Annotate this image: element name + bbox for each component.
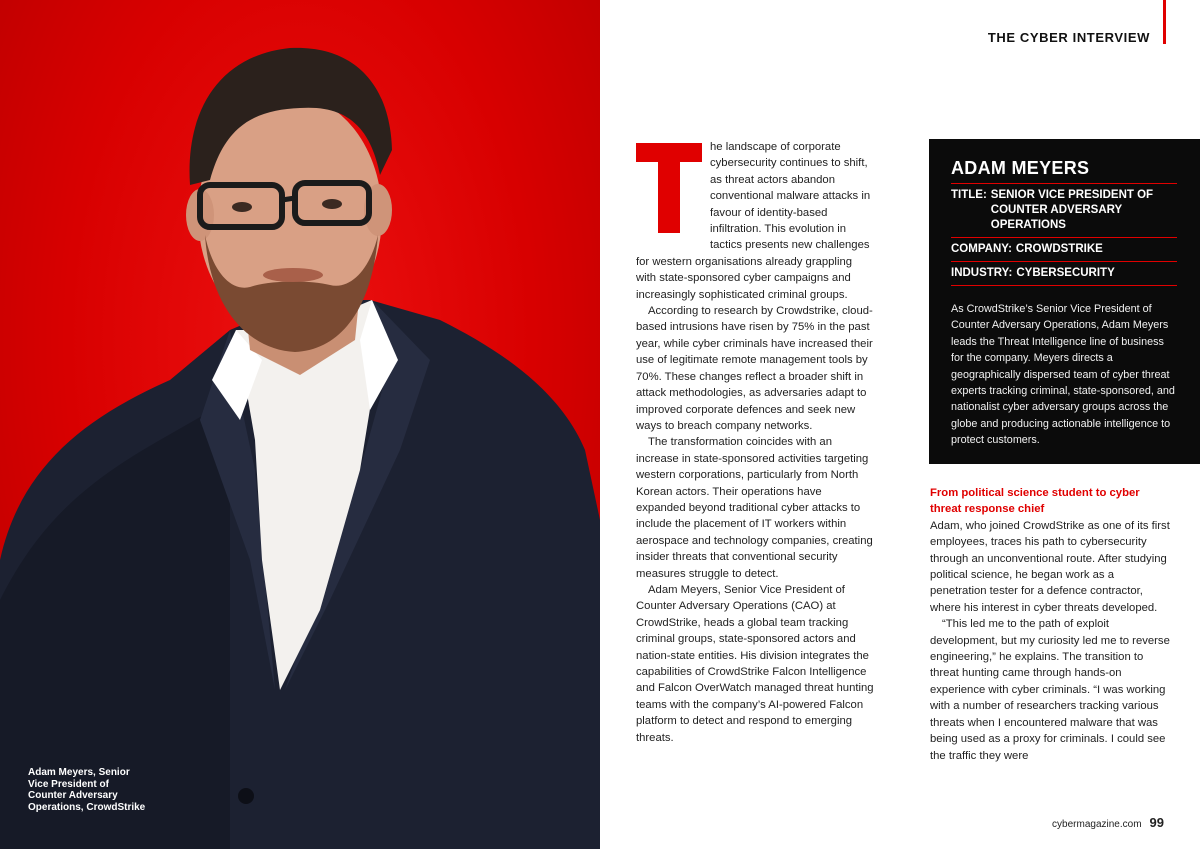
profile-company-value: CROWDSTRIKE <box>1015 243 1103 255</box>
photo-caption: Adam Meyers, Senior Vice President of Counter Adversary Operations, CrowdStrike <box>28 767 146 813</box>
drop-cap <box>636 143 710 239</box>
article-paragraph: “This led me to the path of exploit development, but my curiosity led me to reverse engineering,” he explains. The transition to threat hunting came through hands-on experience with cyber criminals. “I was working with a number of researchers tracking various threats when I encountered malware that was being used as a proxy for criminals. I could see the traffic they were <box>930 618 1170 762</box>
page-footer <box>1052 815 1164 830</box>
footer-site: cybermagazine.com <box>1052 819 1142 830</box>
section-heading: From political science student to cyber threat response chief <box>930 487 1140 516</box>
profile-industry-value: CYBERSECURITY <box>1016 267 1115 279</box>
article-paragraph: According to research by Crowdstrike, cloud-based intrusions have risen by 75% in the past year, while cyber criminals have increased their use of legitimate remote management tools by 70%. These changes reflect a broader shift in attack methodologies, as adversaries adapt to improved corporate defences and seek new ways to breach company networks. <box>636 305 873 432</box>
article-column-2 <box>930 485 1170 764</box>
section-label: THE CYBER INTERVIEW <box>987 30 1150 45</box>
article-paragraph: Adam Meyers, Senior Vice President of Counter Adversary Operations (CAO) at CrowdStrike, heads a global team tracking criminal groups, state-sponsored actors and nation-state entities. His division integrates the capabilities of CrowdStrike Falcon Intelligence and Falcon OverWatch managed threat hunting teams with the company’s AI-powered Falcon platform to detect and respond to emerging threats. <box>636 583 874 744</box>
article-paragraph: The transformation coincides with an increase in state-sponsored activities targeting western corporations, particularly from North Korean actors. Their operations have expanded beyond traditional cyber attacks to include the placement of IT workers within aerospace and technology companies, creating insider threats that conventional security measures struggle to detect. <box>636 436 873 580</box>
article-page <box>600 0 1200 849</box>
section-accent-rule <box>1163 0 1166 44</box>
profile-bio: As CrowdStrike’s Senior Vice President of Counter Adversary Operations, Adam Meyers leads the Threat Intelligence line of business for the company. Meyers directs a geographically dispersed team of cyber threat experts tracking criminal, state-sponsored, and nationalist cyber adversary groups across the globe and producing actionable intelligence to protect customers. <box>951 303 1175 447</box>
article-paragraph: he landscape of corporate cybersecurity continues to shift, as threat actors abandon conventional malware attacks in favour of identity-based infiltration. This evolution in tactics presents new challenges for western organisations already grappling with state-sponsored cyber campaigns and increasingly sophisticated criminal groups. <box>636 141 871 301</box>
page-number: 99 <box>1149 815 1164 830</box>
profile-box <box>929 139 1200 464</box>
profile-industry-key: INDUSTRY: <box>951 267 1013 279</box>
article-paragraph: Adam, who joined CrowdStrike as one of its first employees, traces his path to cybersecurity through an unconventional route. After studying political science, he began work as a penetration tester for a defence contractor, where his interest in cyber threats developed. <box>930 519 1170 614</box>
profile-industry-row <box>951 262 1177 286</box>
profile-title-key: TITLE: <box>951 189 987 201</box>
article-column-1 <box>636 139 874 746</box>
profile-company-row <box>951 238 1177 262</box>
profile-title-value: SENIOR VICE PRESIDENT OF COUNTER ADVERSARY OPERATIONS <box>990 189 1154 231</box>
profile-name: ADAM MEYERS <box>951 157 1177 184</box>
drop-cap-letter <box>636 143 702 233</box>
profile-company-key: COMPANY: <box>951 243 1012 255</box>
profile-title-row <box>951 184 1177 238</box>
